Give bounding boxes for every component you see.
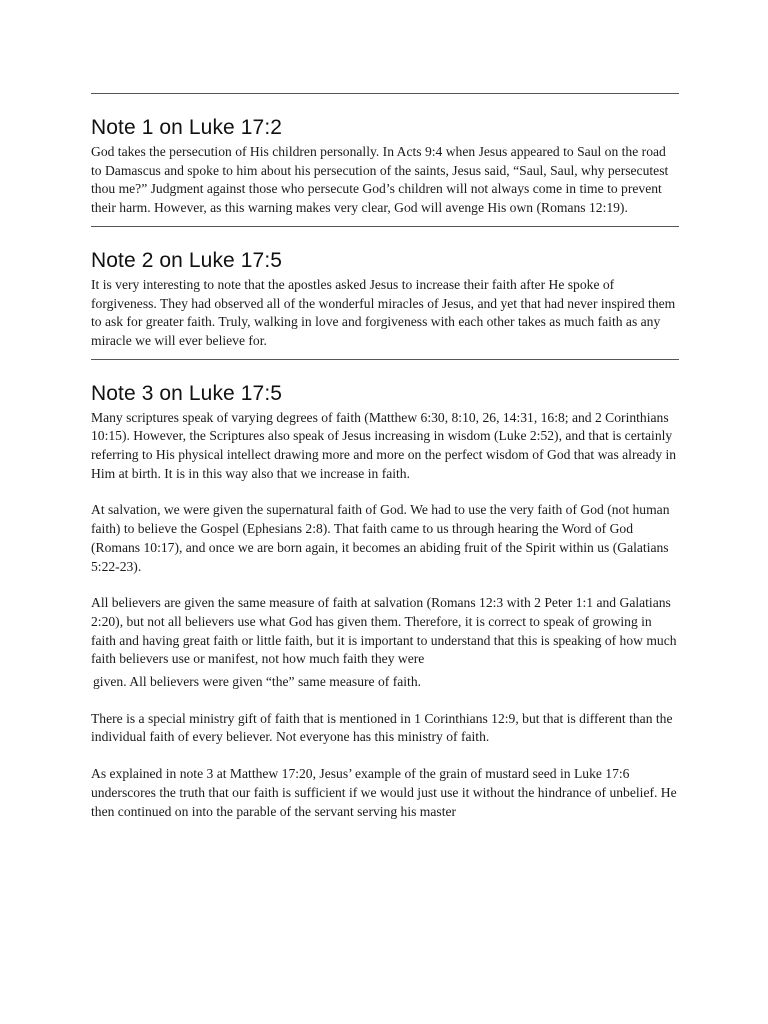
divider-2 <box>91 359 679 360</box>
document-page <box>91 93 679 821</box>
note-3-paragraph-5: There is a special ministry gift of faith that is mentioned in 1 Corinthians 12:9, but that is different than the individual faith of every believer. Not everyone has this ministry of faith. <box>91 710 673 745</box>
note-1-section <box>91 115 679 218</box>
note-3-paragraph-1: Many scriptures speak of varying degrees of faith (Matthew 6:30, 8:10, 26, 14:31, 16:8; and 2 Corinthians 10:15). However, the Scriptures also speak of Jesus increasing in wisdom (Luke 2:52), and that is certainly referring to His physical intellect drawing more and more on the perfect wisdom of God that was already in Him at birth. It is in this way also that we increase in faith. <box>91 409 677 481</box>
note-1-title: Note 1 on Luke 17:2 <box>91 116 283 139</box>
top-divider <box>91 93 679 94</box>
note-3-section <box>91 381 679 822</box>
note-3-paragraph-2: At salvation, we were given the supernatural faith of God. We had to use the very faith of God (not human faith) to believe the Gospel (Ephesians 2:8). That faith came to us through hearing the Word of God (Romans 10:17), and once we are born again, it becomes an abiding fruit of the Spirit within us (Galatians 5:22-23). <box>91 502 670 574</box>
divider-1 <box>91 226 679 227</box>
note-1-paragraph: God takes the persecution of His children personally. In Acts 9:4 when Jesus appeared to Saul on the road to Damascus and spoke to him about his persecution of the saints, Jesus said, “Saul, Saul, why persecutest thou me?” Judgment against those who persecute God’s children will not always come in time to prevent their harm. However, as this warning makes very clear, God will avenge His own (Romans 12:19). <box>91 144 669 216</box>
note-3-paragraph-4: given. All believers were given “the” same measure of faith. <box>93 674 422 690</box>
note-2-section <box>91 248 679 351</box>
note-3-paragraph-6: As explained in note 3 at Matthew 17:20, Jesus’ example of the grain of mustard seed in Luke 17:6 underscores the truth that our faith is sufficient if we would just use it without the hindrance of unbelief. He then continued on into the parable of the servant serving his master <box>91 766 677 819</box>
note-2-title: Note 2 on Luke 17:5 <box>91 248 283 272</box>
note-3-title: Note 3 on Luke 17:5 <box>91 381 283 405</box>
note-3-paragraph-3: All believers are given the same measure of faith at salvation (Romans 12:3 with 2 Peter 1:1 and Galatians 2:20), but not all believers use what God has given them. Therefore, it is correct to speak of growing in faith and having great faith or little faith, but it is important to understand that this is speaking of how much faith believers use or manifest, not how much faith they were <box>91 595 677 667</box>
note-2-paragraph: It is very interesting to note that the apostles asked Jesus to increase their faith after He spoke of forgiveness. They had observed all of the wonderful miracles of Jesus, and yet that had never inspired them to ask for greater faith. Truly, walking in love and forgiveness with each other takes as much faith as any miracle we will ever believe for. <box>91 276 676 348</box>
